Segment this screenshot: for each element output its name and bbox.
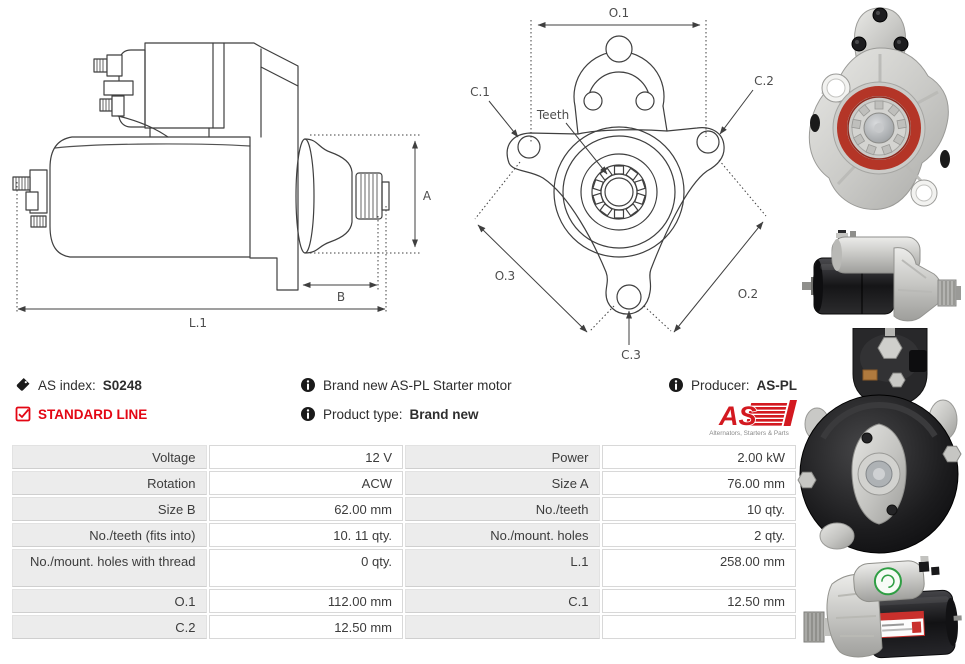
photo-angled-view — [802, 556, 962, 662]
producer-row — [668, 377, 797, 393]
spec-label-cell: No./teeth — [405, 497, 600, 521]
as-index-label: AS index: — [38, 377, 96, 393]
spec-row — [12, 589, 796, 613]
spec-label-cell: Size A — [405, 471, 600, 495]
spec-value-cell: 258.00 mm — [602, 549, 797, 587]
product-line-row — [15, 406, 147, 422]
teeth-label: Teeth — [536, 108, 570, 122]
product-type-value: Brand new — [409, 406, 479, 422]
spec-table-body — [12, 445, 796, 639]
spec-label-cell: O.1 — [12, 589, 207, 613]
as-logo-tagline: Alternators, Starters & Parts — [709, 430, 789, 437]
tag-icon — [15, 377, 31, 393]
spec-value-cell: 2 qty. — [602, 523, 797, 547]
spec-value-cell: 0 qty. — [209, 549, 404, 587]
spec-label-cell: Power — [405, 445, 600, 469]
dim-o1-label: O.1 — [608, 6, 630, 20]
spec-row — [12, 615, 796, 639]
front-view-diagram — [450, 0, 800, 365]
brand-new-row — [300, 377, 512, 393]
spec-value-cell: ACW — [209, 471, 404, 495]
spec-value-cell: 12.50 mm — [602, 589, 797, 613]
spec-row — [12, 471, 796, 495]
as-index-row — [15, 377, 142, 393]
info-icon — [668, 377, 684, 393]
dim-l1-label: L.1 — [188, 316, 208, 330]
as-index-value: S0248 — [102, 377, 142, 393]
side-view-diagram — [0, 15, 445, 335]
info-icon — [300, 406, 316, 422]
spec-label-cell: No./teeth (fits into) — [12, 523, 207, 547]
info-icon — [300, 377, 316, 393]
spec-value-cell: 12 V — [209, 445, 404, 469]
brand-new-text: Brand new AS-PL Starter motor — [323, 377, 512, 393]
dim-o3-label: O.3 — [494, 269, 516, 283]
spec-label-cell: C.1 — [405, 589, 600, 613]
spec-value-cell: 2.00 kW — [602, 445, 797, 469]
spec-value-cell: 76.00 mm — [602, 471, 797, 495]
photo-front-view — [798, 2, 962, 228]
spec-value-cell: 10. 11 qty. — [209, 523, 404, 547]
as-pl-logo — [697, 396, 801, 438]
spec-value-cell: 12.50 mm — [209, 615, 404, 639]
spec-label-cell: L.1 — [405, 549, 600, 587]
dim-a-label: A — [422, 189, 432, 203]
checkbox-checked-icon — [15, 406, 31, 422]
as-logo-text: AS — [719, 401, 757, 431]
spec-row — [12, 523, 796, 547]
spec-label-cell: Rotation — [12, 471, 207, 495]
spec-label-cell: C.2 — [12, 615, 207, 639]
spec-row — [12, 549, 796, 587]
spec-label-cell: Voltage — [12, 445, 207, 469]
product-line-badge: STANDARD LINE — [38, 406, 148, 422]
spec-row — [12, 445, 796, 469]
spec-value-cell — [602, 615, 797, 639]
spec-label-cell: No./mount. holes with thread — [12, 549, 207, 587]
dim-c3-label: C.3 — [621, 348, 641, 362]
spec-label-cell: Size B — [12, 497, 207, 521]
photo-side-view — [802, 230, 962, 324]
spec-row — [12, 497, 796, 521]
spec-value-cell: 62.00 mm — [209, 497, 404, 521]
producer-label: Producer: — [691, 377, 750, 393]
spec-label-cell — [405, 615, 600, 639]
product-type-label: Product type: — [323, 406, 403, 422]
dim-c1-label: C.1 — [470, 85, 490, 99]
producer-value: AS-PL — [756, 377, 798, 393]
dim-b-label: B — [336, 290, 346, 304]
spec-table — [10, 443, 798, 641]
spec-value-cell: 112.00 mm — [209, 589, 404, 613]
dim-c2-label: C.2 — [754, 74, 774, 88]
photo-rear-view — [793, 328, 965, 554]
dim-o2-label: O.2 — [737, 287, 759, 301]
product-type-row — [300, 406, 479, 422]
spec-value-cell: 10 qty. — [602, 497, 797, 521]
spec-label-cell: No./mount. holes — [405, 523, 600, 547]
